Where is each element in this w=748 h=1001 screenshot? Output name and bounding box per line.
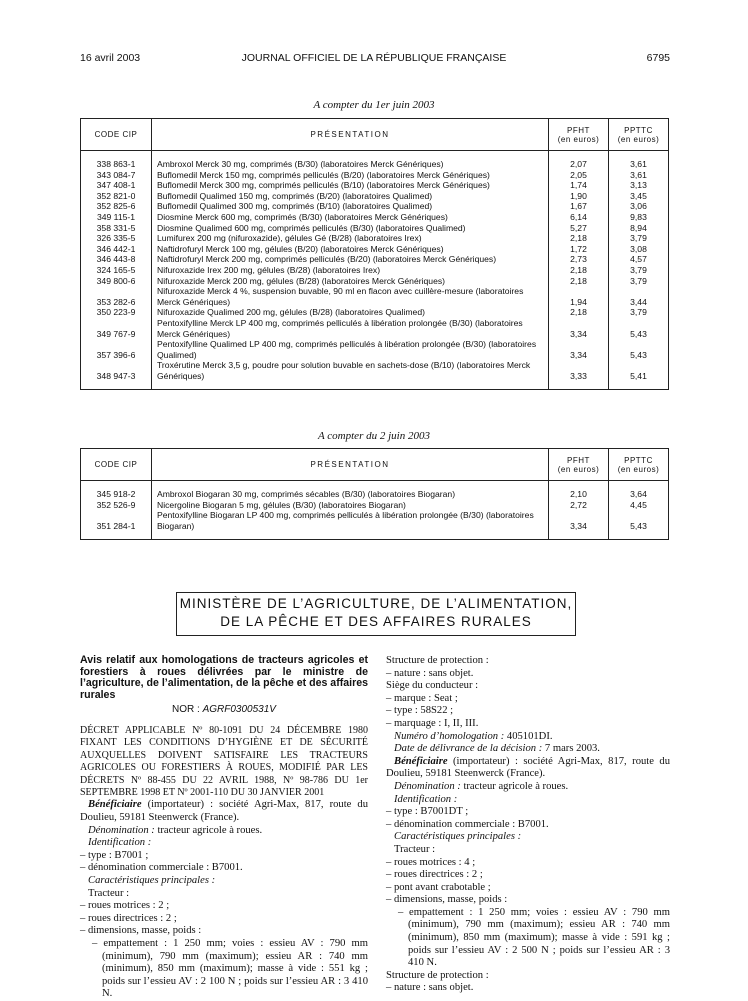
presentation-cell: Buflomedil Merck 150 mg, comprimés pelliculés (B/20) (laboratoires Merck Génériques)	[152, 170, 549, 181]
nor-value: AGRF0300531V	[202, 704, 276, 716]
seat-brand-item: – marque : Seat ;	[386, 692, 458, 704]
pfht-cell: 2,07	[549, 159, 609, 170]
cip-code-cell: 357 396-6	[81, 339, 152, 360]
ministry-box	[176, 592, 576, 636]
approval-number-label: Numéro d’homologation :	[394, 730, 505, 742]
presentation-cell: Pentoxifylline Qualimed LP 400 mg, comprimés pelliculés à libération prolongée (B/30) (laboratoires Qualimed)	[152, 339, 549, 360]
spacer-row	[81, 481, 669, 490]
denomination-text: tracteur agricole à roues.	[460, 780, 569, 792]
pfht-cell: 2,05	[549, 170, 609, 181]
ppttc-cell: 5,43	[630, 349, 647, 360]
cip-code-cell: 347 408-1	[81, 180, 152, 191]
col-presentation: PRÉSENTATION	[152, 119, 549, 151]
presentation-cell: Pentoxifylline Biogaran LP 400 mg, comprimés pelliculés à libération prolongée (B/30) (laboratoires Biogaran)	[152, 510, 549, 531]
presentation-cell: Buflomedil Qualimed 300 mg, comprimés (B/10) (laboratoires Qualimed)	[152, 201, 549, 212]
steering-wheels-item: – roues directrices : 2 ;	[386, 869, 483, 881]
ppttc-cell: 3,79	[630, 275, 647, 286]
table-1-body	[81, 151, 669, 390]
pfht-cell: 1,67	[549, 201, 609, 212]
table-row	[81, 339, 669, 360]
pfht-cell: 3,34	[549, 510, 609, 531]
driving-wheels-item: – roues motrices : 4 ;	[386, 856, 476, 868]
decision-date-label: Date de délivrance de la décision :	[394, 743, 543, 755]
dimensions-item: – dimensions, masse, poids :	[80, 925, 202, 937]
beneficiaire-text: (importateur) : société Agri-Max, 817, route du Doulieu, 59181 Steenwerck (France).	[386, 755, 670, 780]
left-column	[80, 655, 368, 1001]
presentation-cell: Nifuroxazide Irex 200 mg, gélules (B/28) (laboratoires Irex)	[152, 265, 549, 276]
table-row	[81, 212, 669, 223]
presentation-cell: Pentoxifylline Merck LP 400 mg, comprimés pelliculés à libération prolongée (B/30) (laboratoires Merck Génériques)	[152, 318, 549, 339]
col-ppttc: PPTTC (en euros)	[609, 119, 669, 151]
driving-wheels-item: – roues motrices : 2 ;	[80, 900, 170, 912]
pfht-cell: 2,18	[549, 233, 609, 244]
front-axle-item: – pont avant crabotable ;	[386, 881, 491, 893]
seat-type-item: – type : 58S22 ;	[386, 705, 454, 717]
col-presentation: PRÉSENTATION	[152, 449, 549, 481]
seat-marking-item: – marquage : I, II, III.	[386, 717, 479, 729]
characteristics-label: Caractéristiques principales :	[394, 831, 522, 843]
section2-title: A compter du 2 juin 2003	[318, 430, 430, 442]
decision-date-value: 7 mars 2003.	[542, 743, 600, 755]
cip-code-cell: 350 223-9	[81, 307, 152, 318]
col-pfht: PFHT (en euros)	[549, 119, 609, 151]
col-ppttc: PPTTC (en euros)	[609, 449, 669, 481]
table-row	[81, 159, 669, 170]
pfht-cell: 1,94	[549, 286, 609, 307]
structure-label-2: Structure de protection :	[386, 969, 489, 981]
beneficiaire-paragraph	[386, 756, 670, 781]
ppttc-cell: 3,61	[630, 159, 647, 169]
cip-code-cell: 345 918-2	[81, 489, 152, 500]
denomination-paragraph	[386, 781, 670, 794]
cip-code-cell: 346 443-8	[81, 254, 152, 265]
denomination-paragraph	[80, 825, 368, 838]
table-row	[81, 500, 669, 511]
ppttc-cell: 3,64	[630, 489, 647, 499]
table-row	[81, 254, 669, 265]
beneficiaire-label: Bénéficiaire	[394, 755, 448, 767]
identification-label: Identification :	[394, 793, 458, 805]
pfht-cell: 2,18	[549, 265, 609, 276]
price-table-1	[80, 118, 669, 390]
pfht-cell: 3,34	[549, 339, 609, 360]
pfht-cell: 2,72	[549, 500, 609, 511]
ppttc-cell: 5,41	[630, 370, 647, 381]
nor-label: NOR :	[172, 704, 200, 716]
table-row	[81, 233, 669, 244]
table-row	[81, 170, 669, 181]
table-row	[81, 276, 669, 287]
presentation-cell: Diosmine Merck 600 mg, comprimés (B/30) (laboratoires Merck Génériques)	[152, 212, 549, 223]
price-table-2	[80, 448, 669, 540]
right-column	[386, 655, 670, 995]
presentation-cell: Nifuroxazide Merck 4 %, suspension buvable, 90 ml en flacon avec cuillère-mesure (laboratoires Merck Génériques)	[152, 286, 549, 307]
spacer-row	[81, 531, 669, 540]
presentation-cell: Nicergoline Biogaran 5 mg, gélules (B/30) (laboratoires Biogaran)	[152, 500, 549, 511]
cip-code-cell: 349 800-6	[81, 276, 152, 287]
ppttc-cell: 3,61	[630, 169, 647, 180]
ppttc-cell: 3,79	[630, 233, 647, 244]
denomination-text: tracteur agricole à roues.	[154, 824, 263, 836]
ppttc-cell: 3,13	[630, 180, 647, 191]
pfht-cell: 2,10	[549, 489, 609, 500]
ministry-line-1: MINISTÈRE DE L’AGRICULTURE, DE L’ALIMENTATION,	[179, 596, 573, 611]
presentation-cell: Ambroxol Merck 30 mg, comprimés (B/30) (laboratoires Merck Génériques)	[152, 159, 549, 170]
cip-code-cell: 346 442-1	[81, 244, 152, 255]
table-row	[81, 244, 669, 255]
presentation-cell: Ambroxol Biogaran 30 mg, comprimés sécables (B/30) (laboratoires Biogaran)	[152, 489, 549, 500]
seat-label: Siège du conducteur :	[386, 680, 479, 692]
beneficiaire-text: (importateur) : société Agri-Max, 817, route du Doulieu, 59181 Steenwerck (France).	[80, 799, 368, 823]
cip-code-cell: 324 165-5	[81, 265, 152, 276]
decree-text: DÉCRET APPLICABLE Nº 80-1091 DU 24 DÉCEMBRE 1980 FIXANT LES CONDITIONS D’HYGIÈNE ET DE SÉCURITÉ AUXQUELLES DOIVENT SATISFAIRE LES TRACTEURS AGRICOLES OU FORESTIERS À ROUES, MODIFIÉ PAR LES DÉCRETS Nº 88-455 DU 22 AVRIL 1988, Nº 98-786 DU 1er SEPTEMBRE 1998 ET Nº 2001-110 DU 30 JANVIER 2001	[80, 724, 368, 798]
table-row	[81, 489, 669, 500]
spacer-row	[81, 381, 669, 390]
presentation-cell: Buflomedil Qualimed 150 mg, comprimés (B/20) (laboratoires Qualimed)	[152, 191, 549, 202]
col-code-cip: CODE CIP	[81, 449, 152, 481]
table-row	[81, 223, 669, 234]
cip-code-cell: 353 282-6	[81, 286, 152, 307]
cip-code-cell: 352 821-0	[81, 191, 152, 202]
pfht-cell: 3,34	[549, 318, 609, 339]
cip-code-cell: 349 115-1	[81, 212, 152, 223]
ppttc-cell: 9,83	[630, 211, 647, 222]
ppttc-cell: 3,06	[630, 201, 647, 212]
ppttc-cell: 3,45	[630, 190, 647, 201]
wheelbase-item: – empattement : 1 250 mm; voies : essieu AV : 790 mm (minimum), 790 mm (maximum); essieu AR : 740 mm (minimum), 850 mm (maximum); masse à vide : 551 kg ; poids sur l’essieu AV : 2 100 N ; poids sur l’essieu AR : 3 410 N.	[92, 937, 368, 1000]
col-pfht: PFHT (en euros)	[549, 449, 609, 481]
ppttc-cell: 3,79	[630, 264, 647, 275]
decision-date	[386, 743, 670, 756]
pfht-cell: 6,14	[549, 212, 609, 223]
cip-code-cell: 352 825-6	[81, 201, 152, 212]
cip-code-cell: 352 526-9	[81, 500, 152, 511]
header-page: 6795	[646, 52, 670, 64]
cip-code-cell: 358 331-5	[81, 223, 152, 234]
header-date: 16 avril 2003	[80, 52, 141, 64]
table-row	[81, 180, 669, 191]
pfht-cell: 2,73	[549, 254, 609, 265]
commercial-name-item: – dénomination commerciale : B7001.	[386, 818, 549, 830]
notice-title: Avis relatif aux homologations de tracteurs agricoles et forestiers à roues délivrées par le ministre de l’agriculture, de l’alimentation, de la pêche et des affaires rurales	[80, 654, 368, 701]
commercial-name-item: – dénomination commerciale : B7001.	[80, 862, 243, 874]
ppttc-cell: 8,94	[630, 222, 647, 233]
presentation-cell: Troxérutine Merck 3,5 g, poudre pour solution buvable en sachets-dose (B/10) (laboratoires Merck Génériques)	[152, 360, 549, 381]
ppttc-cell: 3,79	[630, 307, 647, 318]
approval-number	[386, 731, 670, 744]
pfht-cell: 2,18	[549, 307, 609, 318]
type-item: – type : B7001DT ;	[386, 806, 469, 818]
table-row	[81, 318, 669, 339]
pfht-cell: 3,33	[549, 360, 609, 381]
nor-line	[80, 704, 368, 717]
table-row	[81, 360, 669, 381]
spacer-row	[81, 151, 669, 160]
cip-code-cell: 326 335-5	[81, 233, 152, 244]
table-row	[81, 307, 669, 318]
pfht-cell: 1,90	[549, 191, 609, 202]
structure-label: Structure de protection :	[386, 655, 489, 666]
ppttc-cell: 4,45	[630, 499, 647, 510]
ppttc-cell: 3,08	[630, 243, 647, 254]
presentation-cell: Naftidrofuryl Merck 200 mg, comprimés pelliculés (B/20) (laboratoires Merck Génériques)	[152, 254, 549, 265]
beneficiaire-paragraph	[80, 799, 368, 824]
table-row	[81, 265, 669, 276]
section1-title: A compter du 1er juin 2003	[313, 99, 435, 111]
cip-code-cell: 338 863-1	[81, 159, 152, 170]
pfht-cell: 1,74	[549, 180, 609, 191]
wheelbase-item: – empattement : 1 250 mm; voies : essieu AV : 790 mm (minimum), 790 mm (maximum); essieu AR : 740 mm (minimum), 850 mm (maximum); masse à vide : 591 kg ; poids sur l’essieu AV : 2 500 N ; poids sur l’essieu AR : 3 410 N.	[398, 906, 670, 969]
pfht-cell: 1,72	[549, 244, 609, 255]
ministry-line-2: DE LA PÊCHE ET DES AFFAIRES RURALES	[220, 614, 532, 629]
cip-code-cell: 349 767-9	[81, 318, 152, 339]
characteristics-label: Caractéristiques principales :	[88, 874, 216, 886]
ppttc-cell: 4,57	[630, 254, 647, 265]
ppttc-cell: 3,44	[630, 296, 647, 307]
pfht-cell: 2,18	[549, 276, 609, 287]
presentation-cell: Diosmine Qualimed 600 mg, comprimés pelliculés (B/30) (laboratoires Qualimed)	[152, 223, 549, 234]
presentation-cell: Nifuroxazide Qualimed 200 mg, gélules (B/28) (laboratoires Qualimed)	[152, 307, 549, 318]
header-journal: JOURNAL OFFICIEL DE LA RÉPUBLIQUE FRANÇAISE	[241, 52, 507, 64]
nature-item: – nature : sans objet.	[386, 667, 474, 679]
col-code-cip: CODE CIP	[81, 119, 152, 151]
ppttc-cell: 5,43	[630, 520, 647, 531]
denomination-label: Dénomination :	[88, 824, 155, 836]
beneficiaire-label: Bénéficiaire	[88, 799, 142, 811]
presentation-cell: Nifuroxazide Merck 200 mg, gélules (B/28) (laboratoires Merck Génériques)	[152, 276, 549, 287]
table-row	[81, 191, 669, 202]
denomination-label: Dénomination :	[394, 780, 461, 792]
approval-number-value: 405101DI.	[504, 730, 553, 742]
dimensions-item: – dimensions, masse, poids :	[386, 894, 508, 906]
presentation-cell: Naftidrofuryl Merck 100 mg, gélules (B/20) (laboratoires Merck Génériques)	[152, 244, 549, 255]
tractor-label: Tracteur :	[394, 843, 436, 855]
nature-item-2: – nature : sans objet.	[386, 982, 474, 994]
identification-label: Identification :	[88, 837, 152, 849]
table-row	[81, 201, 669, 212]
ppttc-cell: 5,43	[630, 328, 647, 339]
table-2-body	[81, 481, 669, 540]
tractor-label: Tracteur :	[88, 887, 130, 899]
cip-code-cell: 351 284-1	[81, 510, 152, 531]
presentation-cell: Lumifurex 200 mg (nifuroxazide), gélules Gé (B/28) (laboratoires Irex)	[152, 233, 549, 244]
steering-wheels-item: – roues directrices : 2 ;	[80, 912, 177, 924]
pfht-cell: 5,27	[549, 223, 609, 234]
table-row	[81, 510, 669, 531]
table-row	[81, 286, 669, 307]
cip-code-cell: 343 084-7	[81, 170, 152, 181]
type-item: – type : B7001 ;	[80, 849, 149, 861]
presentation-cell: Buflomedil Merck 300 mg, comprimés pelliculés (B/10) (laboratoires Merck Génériques)	[152, 180, 549, 191]
cip-code-cell: 348 947-3	[81, 360, 152, 381]
